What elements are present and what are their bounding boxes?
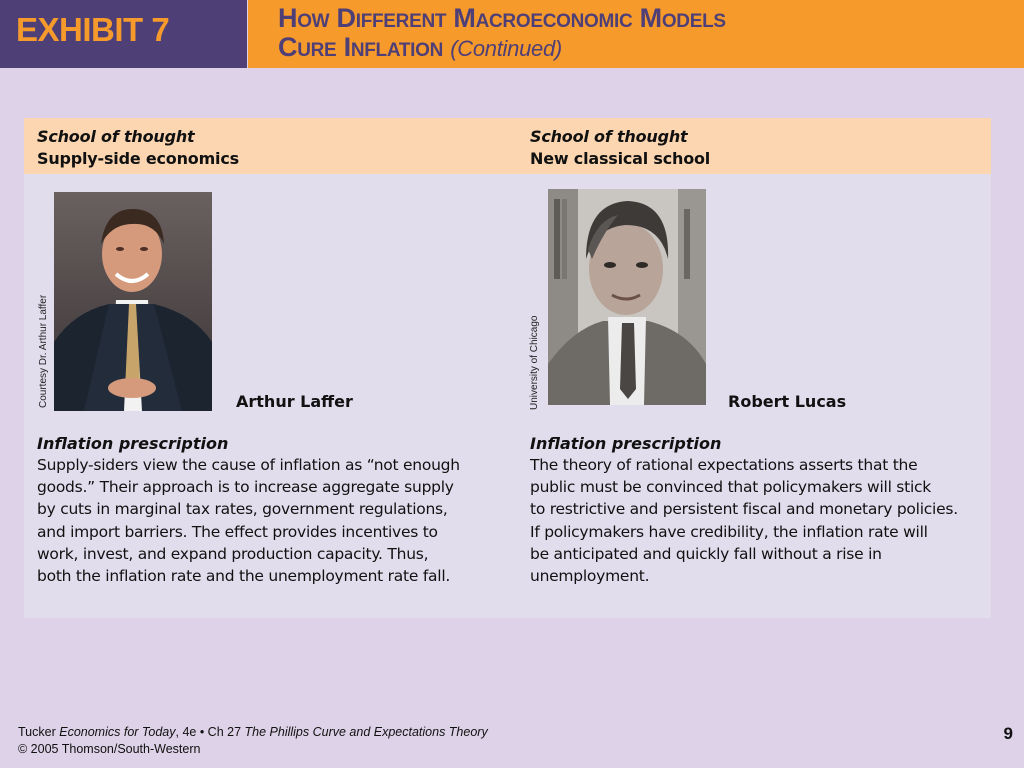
left-person-name: Arthur Laffer (236, 392, 353, 411)
prescription-line: public must be convinced that policymakers will stick (530, 478, 932, 497)
left-school-name: Supply-side economics (37, 149, 239, 168)
prescription-line: The theory of rational expectations asserts that the (530, 456, 918, 474)
prescription-line: unemployment. (530, 567, 650, 586)
prescription-line: by cuts in marginal tax rates, government regulations, (37, 500, 448, 519)
panel-header (24, 118, 991, 174)
prescription-line: If policymakers have credibility, the inflation rate will (530, 522, 928, 541)
left-prescription-label: Inflation prescription (37, 434, 229, 453)
prescription-line: both the inflation rate and the unemployment rate fall. (37, 567, 451, 586)
prescription-line: goods.” Their approach is to increase aggregate supply (37, 478, 454, 497)
right-person-name: Robert Lucas (728, 392, 847, 411)
prescription-line: Supply-siders view the cause of inflation as “not enough (37, 456, 460, 474)
title-banner (248, 0, 1024, 68)
title-line-2 (278, 33, 726, 63)
left-school-label: School of thought (37, 127, 195, 146)
left-photo-credit: Courtesy Dr. Arthur Laffer (38, 294, 49, 408)
title-line-2-text: Cure Inflation (278, 32, 444, 62)
page-number: 9 (1003, 724, 1013, 743)
right-school-label: School of thought (530, 127, 688, 146)
footer-copyright: © 2005 Thomson/South-Western (18, 742, 201, 756)
footer-source-line (18, 724, 488, 741)
prescription-line: work, invest, and expand production capacity. Thus, (37, 544, 429, 563)
footer-citation (18, 724, 488, 758)
right-school-name: New classical school (530, 149, 711, 168)
prescription-line: to restrictive and persistent fiscal and monetary policies. (530, 500, 958, 519)
prescription-line: and import barriers. The effect provides incentives to (37, 522, 438, 541)
exhibit-label: EXHIBIT 7 (16, 11, 170, 48)
footer-book: Economics for Today (59, 725, 176, 739)
title-continued: (Continued) (450, 36, 562, 61)
arthur-laffer-photo (54, 192, 212, 411)
footer-edition: , 4e • Ch 27 (175, 725, 242, 739)
prescription-line: be anticipated and quickly fall without a rise in (530, 544, 882, 563)
footer-chapter-title: The Phillips Curve and Expectations Theory (244, 725, 488, 739)
left-prescription-text (37, 454, 460, 587)
right-prescription-text (530, 454, 958, 587)
exhibit-banner (0, 0, 247, 68)
right-photo-credit: University of Chicago (529, 315, 540, 410)
slide-title (278, 4, 726, 63)
right-prescription-label: Inflation prescription (530, 434, 722, 453)
exhibit-panel (24, 118, 991, 618)
title-line-1: How Different Macroeconomic Models (278, 3, 726, 33)
robert-lucas-photo (548, 189, 706, 405)
footer-author: Tucker (18, 725, 56, 739)
